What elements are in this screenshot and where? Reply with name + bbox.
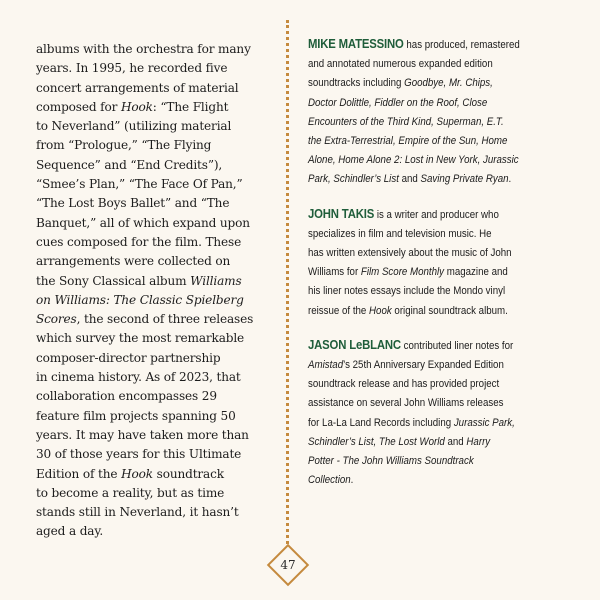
contributor-bio [308, 204, 540, 321]
text-run: and [398, 173, 421, 186]
text-run: the Sony Classical album [36, 273, 191, 288]
paragraph-line [36, 484, 276, 503]
paragraph-line [36, 349, 276, 368]
paragraph-line [36, 329, 276, 348]
paragraph-line [36, 272, 276, 291]
paragraph-line [36, 233, 276, 252]
italic-title-text: Doctor Dolittle, Fiddler on the Roof, Close [308, 96, 488, 109]
text-run: and [444, 435, 467, 448]
paragraph-line [36, 522, 276, 541]
text-run: contributed liner notes for [400, 339, 514, 352]
italic-title-text: Potter - The John Williams Soundtrack [308, 455, 474, 468]
text-run: , the second of three releases [76, 312, 254, 327]
bio-line [308, 356, 540, 375]
text-run: . [350, 474, 354, 487]
paragraph-line [36, 59, 276, 78]
contributor-bios [308, 34, 540, 504]
text-run: “Smee’s Plan,” “The Face Of Pan,” [36, 177, 243, 192]
paragraph-line [36, 117, 276, 136]
italic-title-text: Goodbye, Mr. Chips, [404, 77, 493, 90]
paragraph-line [36, 98, 276, 117]
paragraph-line [36, 136, 276, 155]
bio-line [308, 471, 540, 490]
bio-line [308, 113, 540, 132]
bio-line [308, 94, 540, 113]
left-column-text [36, 40, 276, 542]
bio-line [308, 225, 540, 244]
italic-title-text: Encounters of the Third Kind, Superman, E.T. [308, 115, 504, 128]
bio-line [308, 263, 540, 282]
text-run: arrangements were collected on [36, 254, 231, 269]
bio-line [308, 452, 540, 471]
bio-line [308, 335, 540, 356]
paragraph-line [36, 175, 276, 194]
paragraph-line [36, 407, 276, 426]
contributor-name: JASON LeBLANC [308, 336, 401, 352]
text-run: cues composed for the film. These [36, 234, 242, 249]
text-run: from “Prologue,” “The Flying [36, 138, 212, 153]
text-run: for La-La Land Records including [308, 416, 454, 429]
italic-title-text: Film Score Monthly [360, 266, 445, 279]
italic-title-text: Hook [369, 304, 392, 317]
italic-title-text: Jurassic Park, [453, 416, 515, 429]
bio-line [308, 433, 540, 452]
text-run: Edition of the [36, 466, 122, 481]
bio-line [308, 375, 540, 394]
text-run: Banquet,” all of which expand upon [36, 215, 250, 230]
italic-title-text: Saving Private Ryan [420, 173, 509, 186]
text-run: has written extensively about the music of John [308, 247, 512, 260]
text-run: and annotated numerous expanded edition [308, 58, 493, 71]
text-run: : “The Flight [152, 99, 229, 114]
text-run: to Neverland” (utilizing material [36, 119, 232, 134]
paragraph-line [36, 291, 276, 310]
text-run: . [508, 173, 512, 186]
text-run: magazine and [444, 266, 508, 279]
text-run: 30 of those years for this Ultimate [36, 447, 242, 462]
text-run: assistance on several John Williams releases [308, 397, 504, 410]
paragraph-line [36, 368, 276, 387]
contributor-name: JOHN TAKIS [308, 205, 375, 221]
text-run: collaboration encompasses 29 [36, 389, 217, 404]
paragraph-line [36, 465, 276, 484]
paragraph-line [36, 194, 276, 213]
bio-line [308, 55, 540, 74]
dotted-divider [286, 20, 289, 550]
text-run: aged a day. [36, 524, 104, 539]
text-run: soundtrack release and has provided project [308, 378, 500, 391]
text-run: composer-director partnership [36, 350, 221, 365]
text-run: feature film projects spanning 50 [36, 408, 236, 423]
text-run: Sequence” and “End Credits”), [36, 157, 223, 172]
bio-line [308, 132, 540, 151]
page-number: 47 [280, 558, 296, 572]
italic-title-text: Hook [120, 99, 153, 114]
bio-line [308, 282, 540, 301]
text-run: soundtracks including [308, 77, 405, 90]
paragraph-line [36, 426, 276, 445]
italic-title-text: Collection [308, 474, 351, 487]
italic-title-text: Park, Schindler’s List [308, 173, 399, 186]
italic-title-text: the Extra-Terrestrial, Empire of the Sun, Home [308, 135, 508, 148]
text-run: ’s 25th Anniversary Expanded Edition [343, 359, 504, 372]
italic-title-text: Hook [121, 466, 153, 481]
text-run: soundtrack [152, 466, 224, 481]
bio-line [308, 244, 540, 263]
italic-title-text: Alone, Home Alone 2: Lost in New York, Jurassic [308, 154, 519, 167]
bio-line [308, 74, 540, 93]
paragraph-line [36, 214, 276, 233]
paragraph-line [36, 503, 276, 522]
text-run: has produced, remastered [403, 39, 520, 51]
italic-title-text: Harry [466, 435, 491, 448]
text-run: original soundtrack album. [391, 304, 508, 317]
text-run: concert arrangements of material [36, 80, 239, 95]
text-run: albums with the orchestra for many [36, 42, 251, 56]
contributor-name: MIKE MATESSINO [308, 36, 404, 51]
text-run: is a writer and producer who [374, 208, 499, 221]
paragraph-line [36, 387, 276, 406]
text-run: his liner notes essays include the Mondo vinyl [308, 285, 506, 298]
contributor-bio [308, 34, 540, 190]
text-run: “The Lost Boys Ballet” and “The [36, 196, 230, 211]
text-run: to become a reality, but as time [36, 485, 225, 500]
italic-title-text: Scores [36, 312, 77, 327]
text-run: years. In 1995, he recorded five [36, 61, 228, 76]
italic-title-text: on Williams: The Classic Spielberg [36, 292, 244, 307]
paragraph-line [36, 40, 276, 59]
bio-line [308, 170, 540, 189]
bio-line [308, 34, 540, 55]
paragraph-line [36, 310, 276, 329]
bio-line [308, 204, 540, 225]
paragraph-line [36, 445, 276, 464]
text-run: stands still in Neverland, it hasn’t [36, 505, 239, 520]
italic-title-text: Amistad [308, 359, 344, 372]
paragraph-line [36, 252, 276, 271]
text-run: specializes in film and television music. He [308, 227, 492, 240]
bio-line [308, 151, 540, 170]
contributor-bio [308, 335, 540, 491]
text-run: years. It may have taken more than [36, 427, 249, 442]
text-run: in cinema history. As of 2023, that [36, 370, 241, 385]
text-run: which survey the most remarkable [36, 331, 245, 346]
bio-line [308, 414, 540, 433]
paragraph-line [36, 156, 276, 175]
bio-line [308, 394, 540, 413]
italic-title-text: Williams [190, 273, 242, 288]
paragraph-line [36, 79, 276, 98]
text-run: composed for [36, 99, 121, 114]
text-run: reissue of the [308, 304, 370, 317]
text-run: Williams for [308, 266, 361, 279]
italic-title-text: Schindler’s List, The Lost World [308, 435, 445, 448]
bio-line [308, 302, 540, 321]
